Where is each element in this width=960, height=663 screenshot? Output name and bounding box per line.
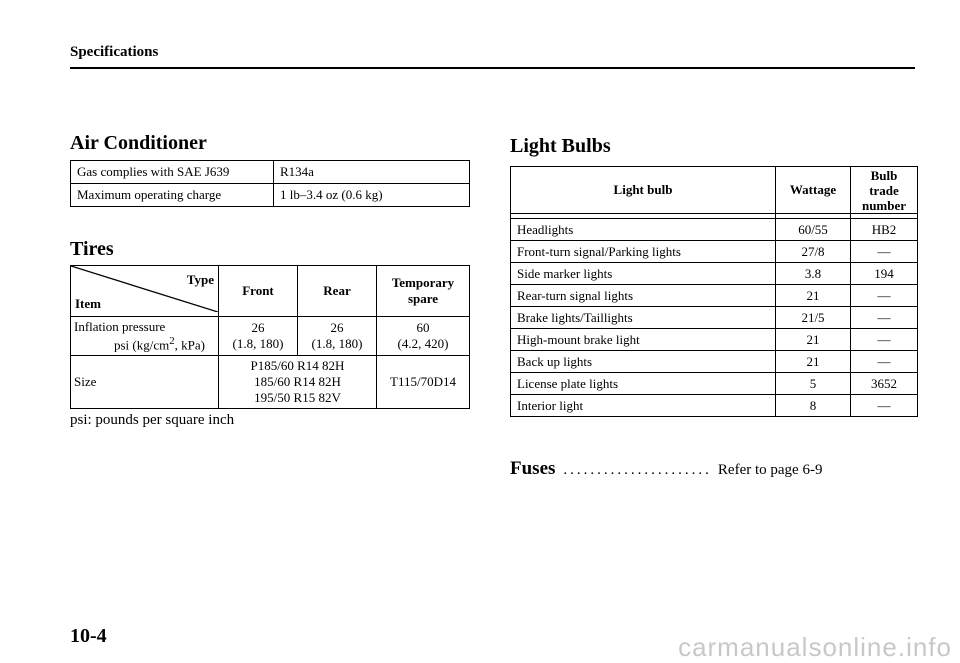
table-header-row bbox=[71, 266, 470, 317]
rear-metric: (1.8, 180) bbox=[311, 336, 363, 352]
air-conditioner-table bbox=[70, 160, 470, 207]
table-row bbox=[511, 263, 918, 285]
bulb-wattage: 8 bbox=[776, 395, 851, 417]
table-row bbox=[511, 285, 918, 307]
inflation-units bbox=[74, 335, 215, 353]
size-options bbox=[219, 356, 377, 409]
bulb-wattage: 21 bbox=[776, 351, 851, 373]
ac-label: Gas complies with SAE J639 bbox=[71, 161, 274, 184]
size-option: 185/60 R14 82H bbox=[254, 374, 341, 390]
spare-pressure bbox=[377, 317, 470, 356]
ac-value: R134a bbox=[274, 161, 470, 184]
table-header-row bbox=[511, 167, 918, 214]
trade-number-header bbox=[851, 167, 918, 214]
bulb-wattage: 21 bbox=[776, 285, 851, 307]
type-label: Type bbox=[186, 272, 214, 287]
table-row bbox=[511, 219, 918, 241]
rear-psi: 26 bbox=[330, 320, 344, 336]
tires-table bbox=[70, 265, 470, 409]
spare-label: spare bbox=[407, 291, 439, 306]
trade-line-3: number bbox=[861, 197, 907, 213]
bulb-trade-number: — bbox=[851, 241, 918, 263]
inflation-label: Inflation pressure bbox=[74, 319, 166, 334]
size-option: 195/50 R15 82V bbox=[254, 390, 341, 406]
bulb-name: Back up lights bbox=[511, 351, 776, 373]
units-suffix: , kPa) bbox=[174, 337, 206, 353]
bulb-name: High-mount brake light bbox=[511, 329, 776, 351]
size-label: Size bbox=[71, 356, 219, 409]
type-item-header-cell bbox=[71, 266, 219, 317]
light-bulb-header: Light bulb bbox=[511, 167, 776, 214]
bulb-wattage: 27/8 bbox=[776, 241, 851, 263]
bulb-name: License plate lights bbox=[511, 373, 776, 395]
bulb-wattage: 21/5 bbox=[776, 307, 851, 329]
bulb-wattage: 60/55 bbox=[776, 219, 851, 241]
bulb-trade-number: — bbox=[851, 307, 918, 329]
item-label: Item bbox=[75, 296, 101, 311]
header-rule bbox=[70, 67, 915, 69]
bulb-name: Interior light bbox=[511, 395, 776, 417]
watermark: carmanualsonline.info bbox=[678, 632, 952, 662]
bulb-trade-number: — bbox=[851, 351, 918, 373]
front-header: Front bbox=[219, 266, 298, 317]
bulb-wattage: 3.8 bbox=[776, 263, 851, 285]
table-row bbox=[511, 241, 918, 263]
page-header-title: Specifications bbox=[70, 44, 159, 60]
units-prefix: psi (kg/cm bbox=[114, 337, 170, 353]
bulb-wattage: 21 bbox=[776, 329, 851, 351]
tires-title: Tires bbox=[70, 238, 114, 260]
table-row bbox=[71, 184, 470, 207]
trade-line-2: trade bbox=[869, 182, 899, 198]
leader-dots: ...................... bbox=[563, 462, 712, 478]
bulb-wattage: 5 bbox=[776, 373, 851, 395]
table-row bbox=[71, 317, 470, 356]
fuses-page-ref: Refer to page 6-9 bbox=[717, 462, 823, 478]
fuses-title: Fuses bbox=[510, 458, 556, 479]
psi-note: psi: pounds per square inch bbox=[70, 412, 235, 428]
bulb-trade-number: — bbox=[851, 329, 918, 351]
ac-label: Maximum operating charge bbox=[71, 184, 274, 207]
bulb-name: Headlights bbox=[511, 219, 776, 241]
spare-size: T115/70D14 bbox=[377, 356, 470, 409]
light-bulbs-title: Light Bulbs bbox=[510, 135, 611, 157]
rear-pressure bbox=[298, 317, 377, 356]
bulb-name: Brake lights/Taillights bbox=[511, 307, 776, 329]
size-option: P185/60 R14 82H bbox=[250, 358, 345, 374]
front-psi: 26 bbox=[251, 320, 265, 336]
bulb-name: Front-turn signal/Parking lights bbox=[511, 241, 776, 263]
table-row bbox=[511, 395, 918, 417]
table-row bbox=[71, 356, 470, 409]
wattage-header: Wattage bbox=[776, 167, 851, 214]
spare-metric: (4.2, 420) bbox=[397, 336, 449, 352]
table-row bbox=[511, 351, 918, 373]
table-row bbox=[511, 329, 918, 351]
bulb-trade-number: — bbox=[851, 285, 918, 307]
units-superscript: 2 bbox=[169, 335, 175, 347]
air-conditioner-title: Air Conditioner bbox=[70, 132, 207, 154]
table-row bbox=[511, 307, 918, 329]
table-row bbox=[511, 373, 918, 395]
bulb-name: Side marker lights bbox=[511, 263, 776, 285]
temporary-spare-header bbox=[377, 266, 470, 317]
bulb-trade-number: 3652 bbox=[851, 373, 918, 395]
trade-line-1: Bulb bbox=[870, 167, 898, 183]
front-metric: (1.8, 180) bbox=[232, 336, 284, 352]
fuses-reference bbox=[510, 458, 822, 480]
bulb-trade-number: HB2 bbox=[851, 219, 918, 241]
bulb-trade-number: 194 bbox=[851, 263, 918, 285]
table-row bbox=[71, 161, 470, 184]
spare-psi: 60 bbox=[416, 320, 430, 336]
ac-value: 1 lb–3.4 oz (0.6 kg) bbox=[274, 184, 470, 207]
temporary-label: Temporary bbox=[391, 275, 455, 290]
rear-header: Rear bbox=[298, 266, 377, 317]
inflation-label-cell bbox=[71, 317, 219, 356]
bulb-name: Rear-turn signal lights bbox=[511, 285, 776, 307]
page-number: 10-4 bbox=[70, 625, 107, 647]
front-pressure bbox=[219, 317, 298, 356]
bulb-trade-number: — bbox=[851, 395, 918, 417]
light-bulbs-table bbox=[510, 166, 918, 417]
